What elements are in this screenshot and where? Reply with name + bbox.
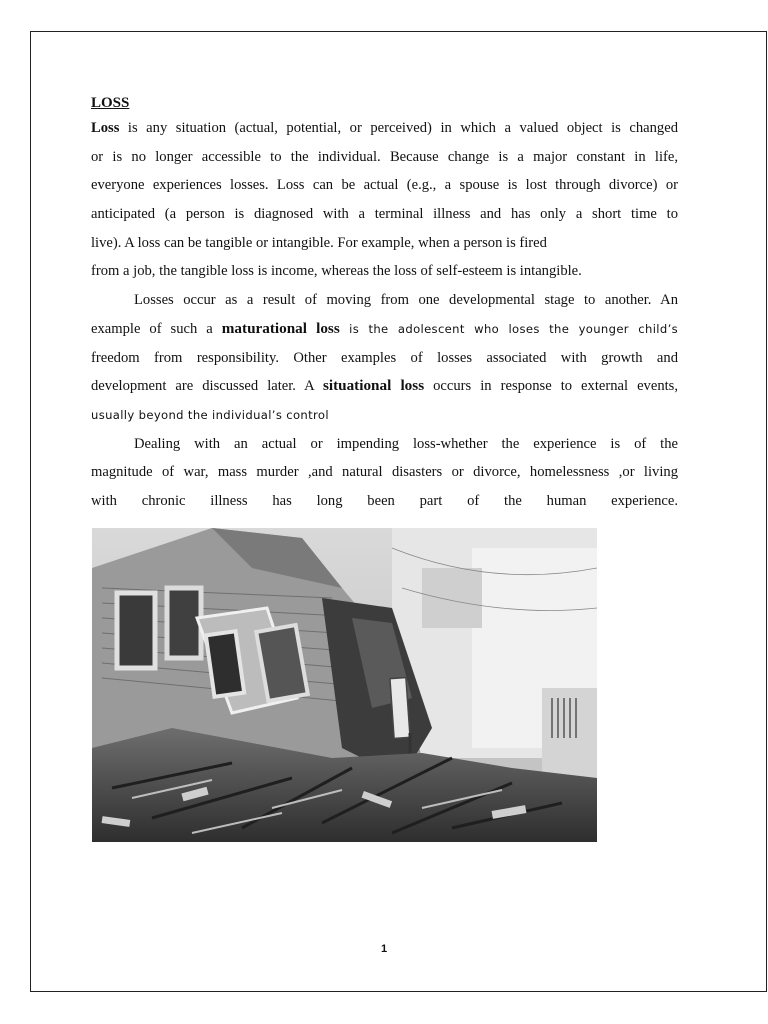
text-line: magnitude of war, mass murder ,and natural disasters or divorce, homelessness ,or living <box>91 464 678 481</box>
text-line: or is no longer accessible to the individual. Because change is a major constant in life, <box>91 148 678 165</box>
text-line: freedom from responsibility. Other examples of losses associated with growth and <box>91 349 678 366</box>
collapsed-house-photo <box>92 528 597 842</box>
collapsed-house-photo-icon <box>92 528 597 842</box>
document-body <box>91 92 678 516</box>
page-number: 1 <box>380 943 388 955</box>
text-line: Dealing with an actual or impending loss-whether the experience is of the <box>134 435 678 452</box>
text-line: example of such a maturational loss is the adolescent who loses the younger child’s <box>91 319 678 337</box>
section-heading: LOSS <box>91 95 130 111</box>
text-line: Loss is any situation (actual, potential, or perceived) in which a valued object is changed <box>91 120 678 136</box>
paragraph-1 <box>91 114 678 286</box>
text-line: anticipated (a person is diagnosed with a terminal illness and has only a short time to <box>91 206 678 223</box>
text-line: from a job, the tangible loss is income, whereas the loss of self-esteem is intangible. <box>91 263 582 280</box>
text-line: development are discussed later. A situational loss occurs in response to external events, <box>91 377 679 395</box>
text-line: Losses occur as a result of moving from one developmental stage to another. An <box>134 292 678 309</box>
text-line: with chronic illness has long been part of the human experience. <box>91 492 678 509</box>
term-maturational-loss: maturational loss <box>221 319 340 337</box>
paragraph-3 <box>91 430 678 516</box>
term-situational-loss: situational loss <box>322 377 425 395</box>
text-line: everyone experiences losses. Loss can be actual (e.g., a spouse is lost through divorce) or <box>91 177 678 194</box>
text-line: live). A loss can be tangible or intangible. For example, when a person is fired <box>91 234 547 251</box>
text-line: usually beyond the individual’s control <box>91 407 329 422</box>
paragraph-2 <box>91 286 678 429</box>
term-loss: Loss <box>91 120 120 136</box>
